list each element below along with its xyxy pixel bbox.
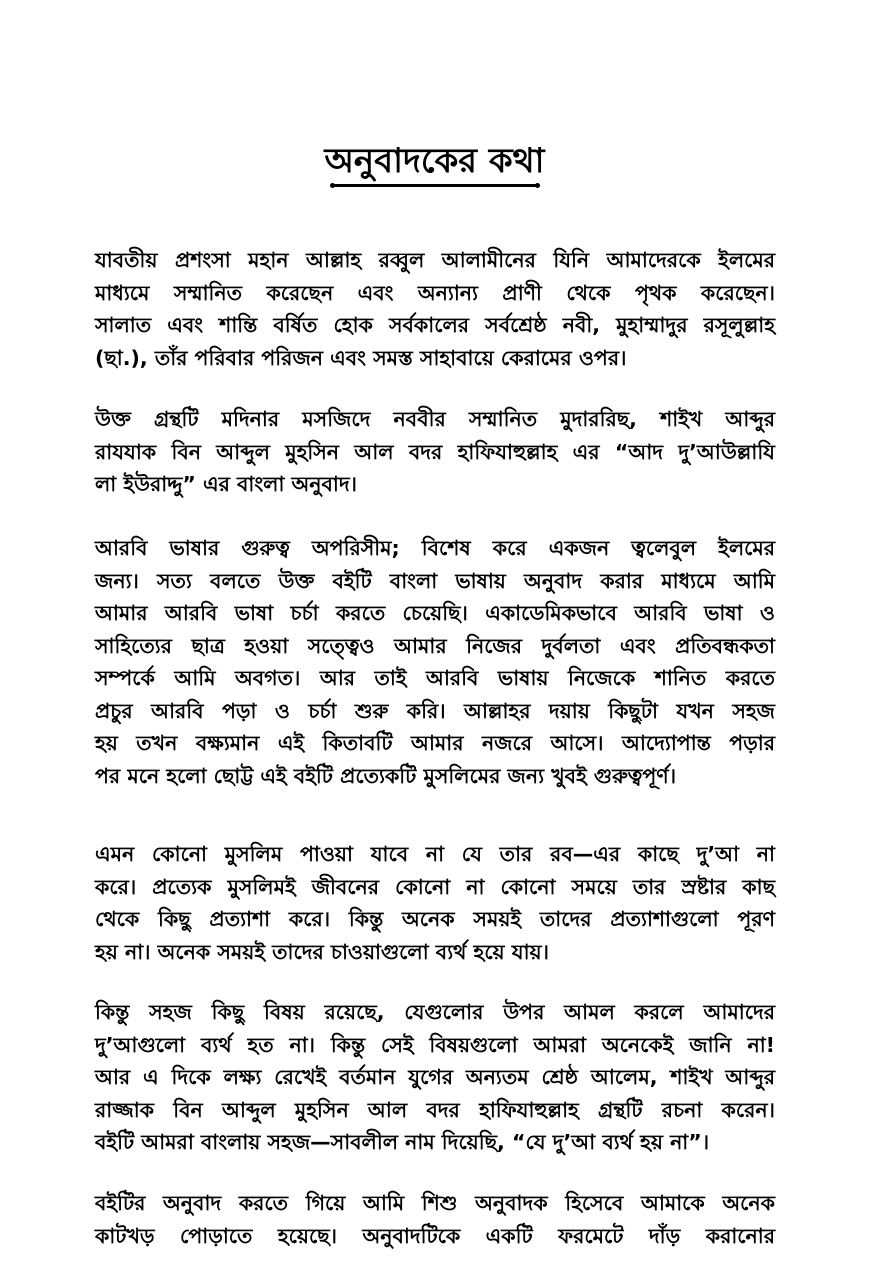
text-line: কিন্তু সহজ কিছু বিষয় রয়েছে, যেগুলোর উপর আমল করলে আমাদের: [95, 1000, 775, 1024]
paragraph-dua-expectations: [95, 838, 775, 968]
text-line: দু’আগুলো ব্যর্থ হত না। কিন্তু সেই বিষয়গুলো আমরা অনেকেই জানি না!: [95, 1032, 775, 1057]
heading-container: [0, 138, 869, 188]
paragraph-praise: [95, 244, 775, 374]
paragraph-book-origin: [95, 403, 775, 501]
text-line: সম্পর্কে আমি অবগত। আর তাই আরবি ভাষায় নিজেকে শানিত করতে: [95, 666, 775, 690]
text-line: হয় না। অনেক সময়ই তাদের চাওয়াগুলো ব্যর্থ হয়ে যায়।: [95, 939, 549, 964]
text-line: লা ইউরাদ্দু” এর বাংলা অনুবাদ।: [95, 472, 357, 496]
text-line: রাযযাক বিন আব্দুল মুহসিন আল বদর হাফিযাহুল্লাহ এর “আদ দু’আউল্লাযি: [95, 439, 775, 464]
text-line: (ছা.), তাঁর পরিবার পরিজন এবং সমস্ত সাহাবায়ে কেরামের ওপর।: [95, 345, 627, 370]
paragraph-translation-effort: [95, 1187, 775, 1252]
text-line: সালাত এবং শান্তি বর্ষিত হোক সর্বকালের সর্বশ্রেষ্ঠ নবী, মুহাম্মাদুর রসূলুল্লাহ: [95, 313, 775, 337]
text-line: আর এ দিকে লক্ষ্য রেখেই বর্তমান যুগের অন্যতম শ্রেষ্ঠ আলেম, শাইখ আব্দুর: [95, 1065, 775, 1089]
paragraph-simple-matters: [95, 996, 775, 1159]
text-line: থেকে কিছু প্রত্যাশা করে। কিন্তু অনেক সময়ই তাদের প্রত্যাশাগুলো পূরণ: [95, 907, 775, 931]
text-line: করে। প্রত্যেক মুসলিমই জীবনের কোনো না কোনো সময়ে তার স্রষ্টার কাছ: [95, 874, 775, 899]
title-underline: [332, 184, 538, 187]
text-line: উক্ত গ্রন্থটি মদিনার মসজিদে নববীর সম্মানিত মুদাররিছ, শাইখ আব্দুর: [95, 407, 775, 431]
text-line: জন্য। সত্য বলতে উক্ত বইটি বাংলা ভাষায় অনুবাদ করার মাধ্যমে আমি: [95, 568, 775, 593]
text-line: মাধ্যমে সম্মানিত করেছেন এবং অন্যান্য প্রাণী থেকে পৃথক করেছেন।: [95, 280, 775, 305]
text-line: রাজ্জাক বিন আব্দুল মুহসিন আল বদর হাফিযাহুল্লাহ গ্রন্থটি রচনা করেন।: [95, 1097, 775, 1122]
text-line: আরবি ভাষার গুরুত্ব অপরিসীম; বিশেষ করে একজন ত্বলেবুল ইলমের: [95, 536, 775, 560]
paragraph-arabic-importance: [95, 532, 775, 792]
page-title: অনুবাদকের কথা: [324, 141, 545, 181]
text-line: প্রচুর আরবি পড়া ও চর্চা শুরু করি। আল্লাহর দয়ায় কিছুটা যখন সহজ: [95, 698, 775, 723]
text-line: পর মনে হলো ছোট্ট এই বইটি প্রত্যেকটি মুসলিমের জন্য খুবই গুরুত্বপূর্ণ।: [95, 763, 677, 788]
text-line: বইটির অনুবাদ করতে গিয়ে আমি শিশু অনুবাদক হিসেবে আমাকে অনেক: [95, 1191, 775, 1215]
text-line: আমার আরবি ভাষা চর্চা করতে চেয়েছি। একাডেমিকভাবে আরবি ভাষা ও: [95, 601, 775, 625]
text-line: বইটি আমরা বাংলায় সহজ—সাবলীল নাম দিয়েছি, “যে দু’আ ব্যর্থ হয় না”।: [95, 1130, 710, 1154]
text-line: হয় তখন বক্ষ্যমান এই কিতাবটি আমার নজরে আসে। আদ্যোপান্ত পড়ার: [95, 731, 775, 755]
text-line: কাটখড় পোড়াতে হয়েছে। অনুবাদটিকে একটি ফরমেটে দাঁড় করানোর: [95, 1223, 775, 1248]
text-line: যাবতীয় প্রশংসা মহান আল্লাহ রব্বুল আলামীনের যিনি আমাদেরকে ইলমের: [95, 248, 775, 272]
text-line: সাহিত্যের ছাত্র হওয়া সত্ত্বেও আমার নিজের দুর্বলতা এবং প্রতিবন্ধকতা: [95, 633, 775, 658]
text-line: এমন কোনো মুসলিম পাওয়া যাবে না যে তার রব—এর কাছে দু’আ না: [95, 842, 775, 866]
